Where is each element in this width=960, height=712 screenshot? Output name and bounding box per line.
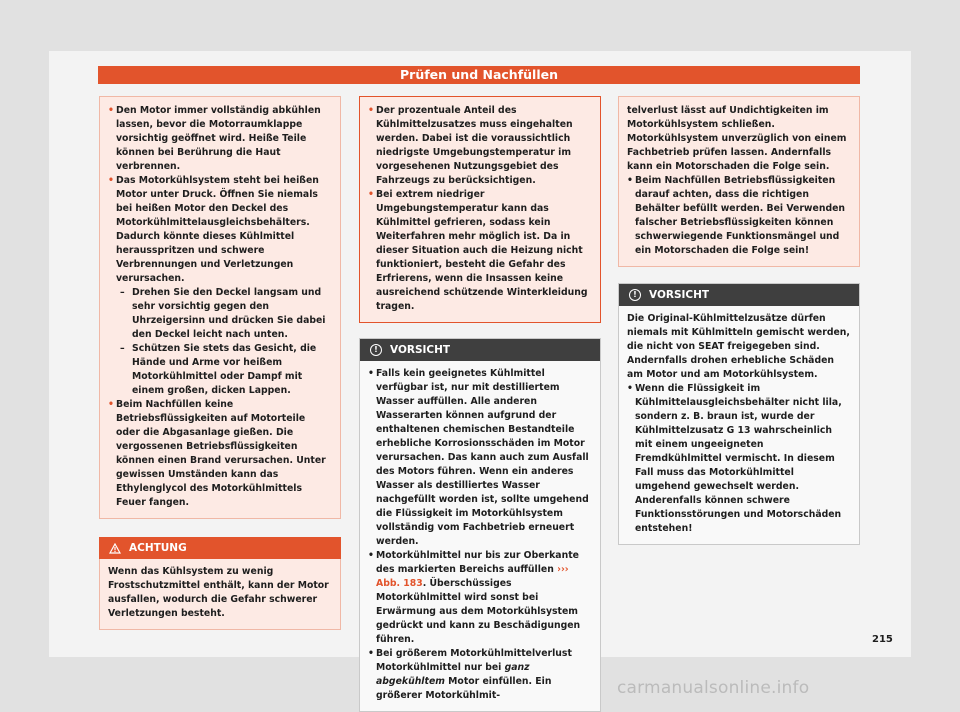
watermark: carmanualsonline.info: [617, 678, 810, 698]
list-item: • Motorkühlmittel nur bis zur Oberkante des markierten Bereichs auffüllen ››› Abb. 183. Überschüssiges Motorkühlmittel wird sonst bei Erwärmung aus dem Motorkühlsystem gedrückt und kann zu Beschädigungen führen.: [368, 550, 581, 645]
bullet-icon: •: [368, 550, 374, 561]
vorsicht-body: Die Original-Kühlmittelzusätze dürfen niemals mit Kühlmitteln gemischt werden, die nicht von SEAT freigegeben sind. Andernfalls drohen erhebliche Schäden am Motor und am Motorkühlsystem. • Wenn die Flüssigkeit im Kühlmittelausgleichsbehälter nicht lila, sondern z. B. braun ist, wurde der Kühlmittelzusatz G 13 wahrscheinlich mit einem ungeeigneten Fremdkühlmittel vermischt. In diesem Fall muss das Motorkühlmittel umgehend gewechselt werden. Anderenfalls können schwere Funktionsstörungen und Motorschäden entstehen!: [627, 313, 850, 534]
list-item: • Das Motorkühlsystem steht bei heißen Motor unter Druck. Öffnen Sie niemals bei heißen Motor den Deckel des Motorkühlmittelausgleichsbehälters. Dadurch könnte dieses Kühlmittel herausspritzen und schwere Verbrennungen und Verletzungen verursachen.: [108, 175, 319, 284]
column-3: [618, 96, 860, 545]
bullet-icon: •: [368, 105, 374, 116]
list-item: – Drehen Sie den Deckel langsam und sehr vorsichtig gegen den Uhrzeigersinn und drücken Sie dabei den Deckel leicht nach unten.: [120, 287, 326, 340]
bullet-icon: •: [627, 175, 633, 186]
dash-icon: –: [120, 287, 125, 298]
warning-triangle-icon: [109, 543, 121, 554]
vorsicht-body: [360, 361, 600, 711]
list-item: • Wenn die Flüssigkeit im Kühlmittelausgleichsbehälter nicht lila, sondern z. B. braun ist, wurde der Kühlmittelzusatz G 13 wahrscheinlich mit einem ungeeigneten Fremdkühlmittel vermischt. In diesem Fall muss das Motorkühlmittel umgehend gewechselt werden. Anderenfalls können schwere Funktionsstörungen und Motorschäden entstehen!: [627, 383, 842, 534]
list-item: • Bei extrem niedriger Umgebungstemperatur kann das Kühlmittel gefrieren, sodass kein Weiterfahren mehr möglich ist. Da in dieser Situation auch die Heizung nicht funktioniert, besteht die Gefahr des Erfrierens, wenn die Insassen keine ausreichend schützende Winterkleidung tragen.: [368, 189, 588, 312]
list-item: – Schützen Sie stets das Gesicht, die Hände und Arme vor heißem Motorkühlmittel oder Dampf mit einem großen, dicken Lappen.: [120, 343, 317, 396]
list-item: • Den Motor immer vollständig abkühlen lassen, bevor die Motorraumklappe vorsichtig geöffnet wird. Heiße Teile können bei Berührung die Haut verbrennen.: [108, 105, 321, 172]
dash-icon: –: [120, 343, 125, 354]
info-circle-icon: !: [370, 344, 382, 356]
list-item: • Beim Nachfüllen keine Betriebsflüssigkeiten auf Motorteile oder die Abgasanlage gießen. Die vergossenen Betriebsflüssigkeiten können einen Brand verursachen. Unter gewissen Umständen kann das Ethylenglycol des Motorkühlmittels Feuer fangen.: [108, 399, 326, 508]
bullet-icon: •: [368, 189, 374, 200]
bullet-icon: •: [108, 105, 114, 116]
achtung-body: Wenn das Kühlsystem zu wenig Frostschutzmittel enthält, kann der Motor ausfallen, wodurch die Gefahr schwerer Verletzungen besteht.: [99, 559, 341, 630]
achtung-title: ACHTUNG: [129, 542, 187, 554]
column-2: [359, 96, 601, 712]
vorsicht-title-bar: [619, 284, 859, 306]
achtung-title-bar: [99, 537, 341, 559]
info-circle-icon: !: [629, 289, 641, 301]
vorsicht-box: [359, 338, 601, 712]
vorsicht-title: VORSICHT: [390, 344, 451, 356]
achtung-box: [99, 537, 341, 630]
vorsicht-box: [618, 283, 860, 545]
bullet-icon: •: [108, 175, 114, 186]
bullet-icon: •: [368, 368, 374, 379]
column-1: [99, 96, 341, 630]
warning-box-continued: [99, 96, 341, 519]
bullet-icon: •: [368, 648, 374, 659]
warning-box-continued: [359, 96, 601, 323]
page-number: 215: [872, 634, 893, 645]
list-item: • Bei größerem Motorkühlmittelverlust Motorkühlmittel nur bei ganz abgekühltem Motor einfüllen. Ein größerer Motorkühlmit-: [368, 648, 572, 701]
section-header: Prüfen und Nachfüllen: [98, 66, 860, 84]
vorsicht-title: VORSICHT: [649, 289, 710, 301]
vorsicht-title-bar: [360, 339, 600, 361]
list-item: • Der prozentuale Anteil des Kühlmittelzusatzes muss eingehalten werden. Dabei ist die voraussichtlich niedrigste Umgebungstemperatur im vorgesehenen Nutzungsgebiet des Fahrzeugs zu berücksichtigen.: [368, 105, 573, 186]
bullet-icon: •: [627, 383, 633, 394]
caution-box-continued: telverlust lässt auf Undichtigkeiten im Motorkühlsystem schließen. Motorkühlsystem unverzüglich von einem Fachbetrieb prüfen lassen. Andernfalls kann ein Motorschaden die Folge sein. • Beim Nachfüllen Betriebsflüssigkeiten darauf achten, dass die richtigen Behälter befüllt werden. Bei Verwenden falscher Betriebsflüssigkeiten können schwerwiegende Funktionsmängel und ein Motorschaden die Folge sein!: [618, 96, 860, 267]
bullet-icon: •: [108, 399, 114, 410]
list-item: • Beim Nachfüllen Betriebsflüssigkeiten darauf achten, dass die richtigen Behälter befüllt werden. Bei Verwenden falscher Betriebsflüssigkeiten können schwerwiegende Funktionsmängel und ein Motorschaden die Folge sein!: [627, 175, 846, 256]
figure-reference-link[interactable]: ››› Abb. 183: [376, 564, 569, 589]
list-item: • Falls kein geeignetes Kühlmittel verfügbar ist, nur mit destilliertem Wasser auffüllen. Alle anderen Wasserarten können aufgrund der enthaltenen chemischen Bestandteile erhebliche Korrosionsschäden im Motor verursachen. Das kann auch zum Ausfall des Motors führen. Wenn ein anderes Wasser als destilliertes Wasser nachgefüllt worden ist, sollte umgehend die Flüssigkeit im Motorkühlsystem vollständig vom Fachbetrieb erneuert werden.: [368, 368, 589, 547]
